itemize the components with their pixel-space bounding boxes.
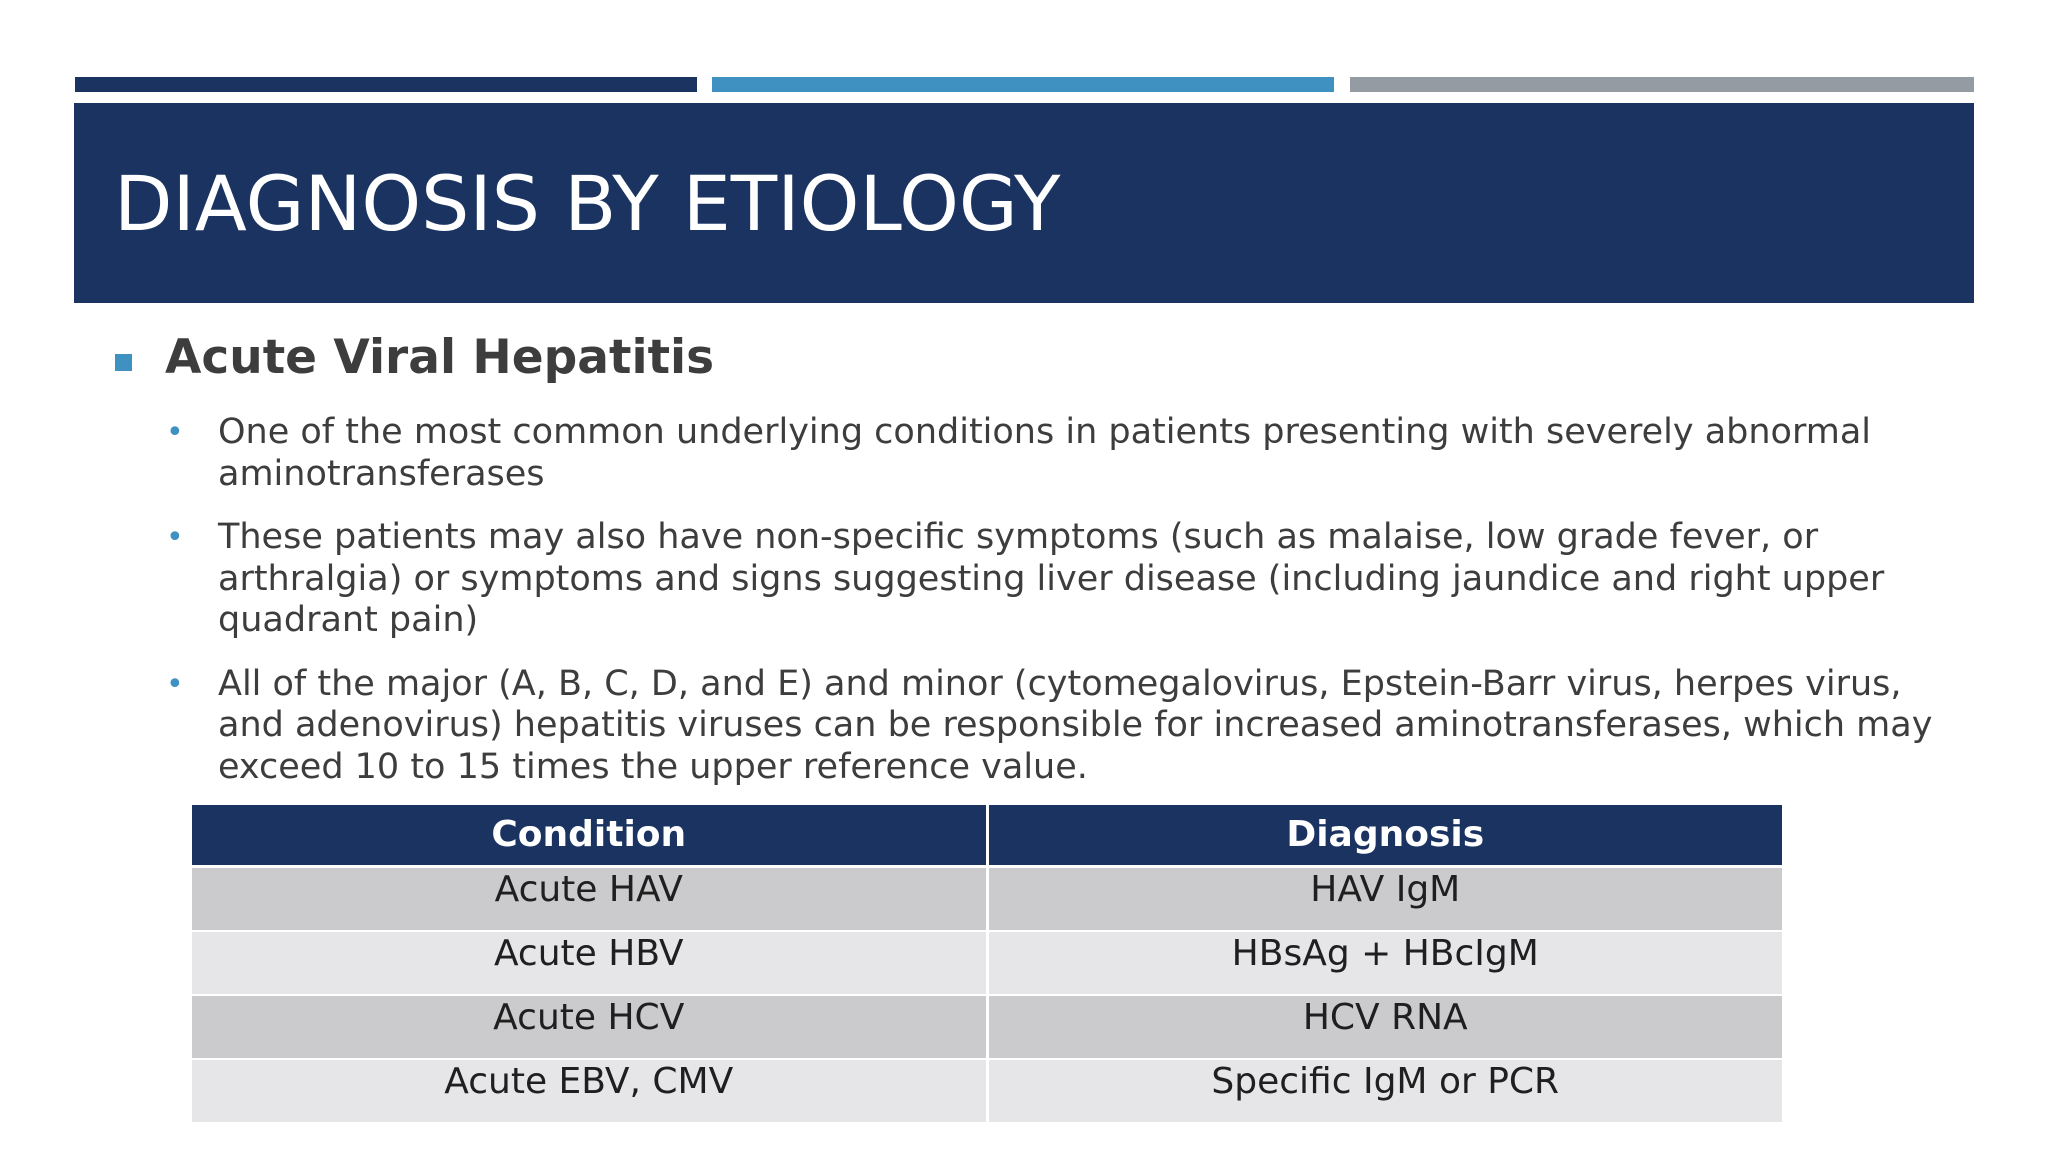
bullet-item <box>160 664 1940 789</box>
round-bullet-icon: • <box>166 520 184 555</box>
bullet-list <box>160 412 1940 810</box>
square-bullet-icon <box>115 354 132 371</box>
accent-bar-gray <box>1350 77 1974 92</box>
round-bullet-icon: • <box>166 666 184 702</box>
bullet-text: One of the most common underlying conditions in patients presenting with severely abnormal aminotransferases <box>218 412 1871 494</box>
diagnosis-cell: HBsAg + HBcIgM <box>987 931 1782 995</box>
round-bullet-icon: • <box>166 415 184 450</box>
bullet-item <box>160 517 1940 642</box>
diagnosis-cell: Specific IgM or PCR <box>987 1059 1782 1123</box>
diagnosis-table <box>192 805 1782 1124</box>
diagnosis-cell: HAV IgM <box>987 867 1782 932</box>
table-row <box>192 931 1782 995</box>
condition-cell: Acute EBV, CMV <box>192 1059 987 1123</box>
diagnosis-cell: HCV RNA <box>987 995 1782 1059</box>
table-row <box>192 1059 1782 1123</box>
condition-cell: Acute HCV <box>192 995 987 1059</box>
table-row <box>192 995 1782 1059</box>
accent-bar-blue <box>712 77 1334 92</box>
table-row <box>192 867 1782 932</box>
table-header-row <box>192 805 1782 867</box>
condition-cell: Acute HAV <box>192 867 987 932</box>
title-band <box>74 103 1974 303</box>
bullet-text: All of the major (A, B, C, D, and E) and minor (cytomegalovirus, Epstein-Barr virus, herpes virus, and adenovirus) hepatitis viruses can be responsible for increased aminotransferases, which may exceed 10 to 15 times the upper reference value. <box>218 663 1933 787</box>
slide-title: DIAGNOSIS BY ETIOLOGY <box>114 159 1061 248</box>
bullet-item <box>160 412 1940 495</box>
section-heading: Acute Viral Hepatitis <box>165 330 715 385</box>
bullet-text: These patients may also have non-specific symptoms (such as malaise, low grade fever, or arthralgia) or symptoms and signs suggesting liver disease (including jaundice and right upper quadrant pain) <box>218 517 1885 640</box>
column-header-diagnosis: Diagnosis <box>987 805 1782 867</box>
column-header-condition: Condition <box>192 805 987 867</box>
accent-bar-navy <box>75 77 697 92</box>
condition-cell: Acute HBV <box>192 931 987 995</box>
